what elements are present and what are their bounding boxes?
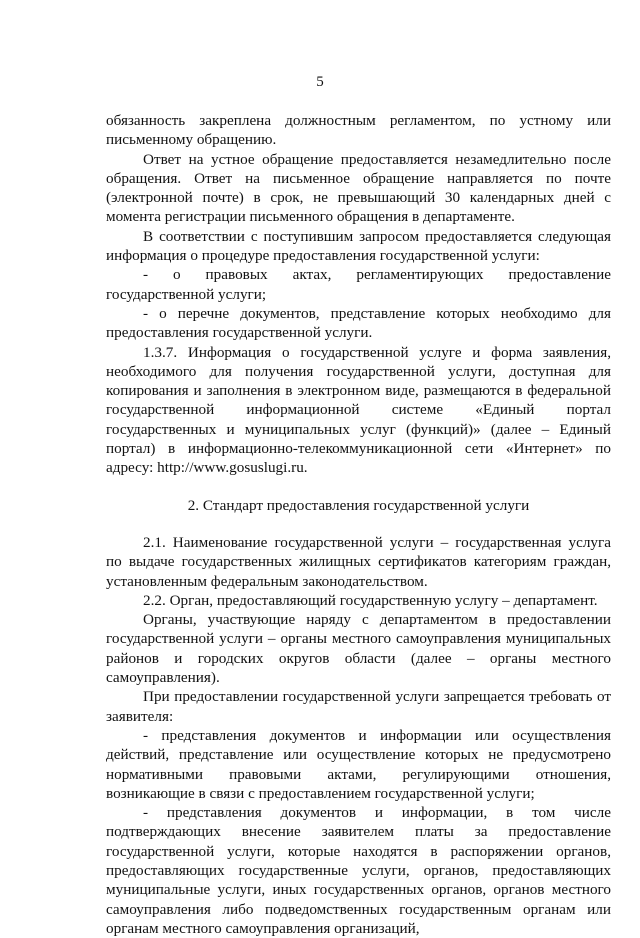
paragraph: При предоставлении государственной услуги запрещается требовать от заявителя: <box>106 688 611 725</box>
document-body <box>106 111 611 938</box>
page-number: 5 <box>316 74 324 90</box>
paragraph: 2.1. Наименование государственной услуги – государственная услуга по выдаче государственных жилищных сертификатов категориям граждан, установленным федеральным законодательством. <box>106 533 611 590</box>
list-item: - представления документов и информации, в том числе подтверждающих внесение заявителем платы за предоставление государственной услуги, которые находятся в распоряжении органов, предоставляющих государственные услуги, органов, предоставляющих муниципальные услуги, иных государственных органов, органов местного самоуправления либо подведомственных государственным органам или органам местного самоуправления организаций, <box>106 804 611 937</box>
list-item: - о правовых актах, регламентирующих предоставление государственной услуги; <box>106 266 611 303</box>
paragraph: обязанность закреплена должностным регламентом, по устному или письменному обращению. <box>106 112 611 149</box>
list-item: - о перечне документов, представление которых необходимо для предоставления государственной услуги. <box>106 304 611 342</box>
paragraph: Ответ на устное обращение предоставляется незамедлительно после обращения. Ответ на письменное обращение направляется по почте (электронной почте) в срок, не превышающий 30 календарных дней с момента регистрации письменного обращения в департаменте. <box>106 150 611 226</box>
paragraph: 1.3.7. Информация о государственной услуге и форма заявления, необходимого для получения государственной услуги, доступная для копирования и заполнения в электронном виде, размещаются в федеральной государственной информационной системе «Единый портал государственных и муниципальных услуг (функций)» (далее – Единый портал) в информационно-телекоммуникационной сети «Интернет» по адресу: http://www.gosuslugi.ru. <box>106 343 611 477</box>
list-item: - представления документов и информации или осуществления действий, представление или осуществление которых не предусмотрено нормативными правовыми актами, регулирующими отношения, возникающие в связи с предоставлением государственной услуги; <box>106 726 611 802</box>
paragraph: Органы, участвующие наряду с департаментом в предоставлении государственной услуги – органы местного самоуправления муниципальных районов и городских округов области (далее – органы местного самоуправления). <box>106 611 611 687</box>
section-heading: 2. Стандарт предоставления государственной услуги <box>187 496 530 514</box>
paragraph: В соответствии с поступившим запросом предоставляется следующая информация о процедуре предоставления государственной услуги: <box>106 227 611 265</box>
paragraph: 2.2. Орган, предоставляющий государственную услугу – департамент. <box>143 591 598 609</box>
